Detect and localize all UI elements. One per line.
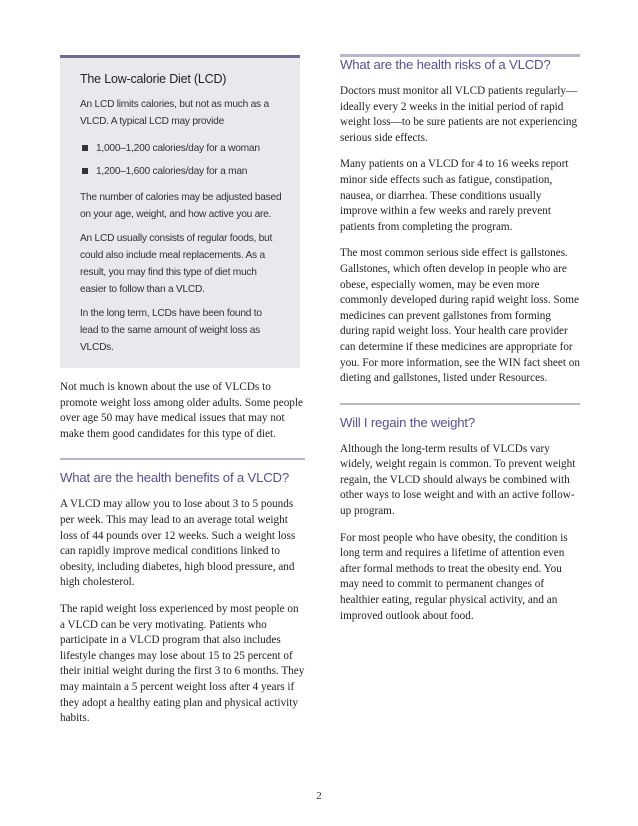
sidebar-bullet-item xyxy=(80,160,282,183)
risks-paragraph: Many patients on a VLCD for 4 to 16 weeks report minor side effects such as fatigue, constipation, nausea, or diarrhea. These conditions usually improve within a few weeks and rarely prevent patients from completing the program. xyxy=(340,158,569,233)
sidebar-title: The Low-calorie Diet (LCD) xyxy=(80,72,227,86)
risks-paragraph: Doctors must monitor all VLCD patients regularly—ideally every 2 weeks in the initial period of rapid weight loss—to be sure patients are not experiencing serious side effects. xyxy=(340,85,578,144)
section-divider xyxy=(60,458,305,460)
sidebar-box-lcd xyxy=(60,55,300,368)
sidebar-paragraph: An LCD usually consists of regular foods, but could also include meal replacements. As a result, you may find this type of diet much easier to follow than a VLCD. xyxy=(80,233,273,295)
benefits-paragraph: The rapid weight loss experienced by most people on a VLCD can be very motivating. Patients who participate in a VLCD program that also includes lifestyle changes may lose about 15 to 25 percent of their initial weight during the first 3 to 6 months. They may maintain a 5 percent weight loss after 4 years if they adopt a healthy eating plan and physical activity habits. xyxy=(60,602,305,725)
sidebar-bullet-item xyxy=(80,137,282,160)
sidebar-intro: An LCD limits calories, but not as much as a VLCD. A typical LCD may provide xyxy=(80,99,269,127)
sidebar-bullet-list xyxy=(80,137,282,183)
page-number: 2 xyxy=(316,790,322,802)
sidebar-paragraph: In the long term, LCDs have been found to lead to the same amount of weight loss as VLCDs. xyxy=(80,308,262,353)
section-divider xyxy=(340,403,580,405)
sidebar-paragraph: The number of calories may be adjusted based on your age, weight, and how active you are. xyxy=(80,192,282,220)
regain-heading: Will I regain the weight? xyxy=(340,414,476,430)
right-column xyxy=(340,54,580,635)
risks-heading: What are the health risks of a VLCD? xyxy=(340,57,551,72)
regain-paragraph: For most people who have obesity, the condition is long term and requires a lifetime of attention even after formal methods to treat the obesity end. You may need to commit to permanent changes of healthier eating, regular physical activity, and an improved outlook about food. xyxy=(340,531,568,622)
square-bullet-icon xyxy=(82,168,88,174)
sidebar-bullet-text: 1,000–1,200 calories/day for a woman xyxy=(96,143,260,154)
square-bullet-icon xyxy=(82,145,88,151)
left-column xyxy=(60,380,305,738)
regain-paragraph: Although the long-term results of VLCDs vary widely, weight regain is common. To prevent weight regain, the VLCD should always be combined with other ways to lose weight and with an active follow-up program. xyxy=(340,442,576,518)
benefits-heading: What are the health benefits of a VLCD? xyxy=(60,470,289,486)
benefits-paragraph: A VLCD may allow you to lose about 3 to 5 pounds per week. This may lead to an average total weight loss of 44 pounds over 12 weeks. Such a weight loss can rapidly improve medical conditions linked to obesity, including diabetes, high blood pressure, and high cholesterol. xyxy=(60,498,296,589)
sidebar-bullet-text: 1,200–1,600 calories/day for a man xyxy=(96,166,248,177)
older-adults-paragraph: Not much is known about the use of VLCDs to promote weight loss among older adults. Some people over age 50 may have medical issues that may not make them good candidates for this type of diet. xyxy=(60,381,303,440)
risks-paragraph: The most common serious side effect is gallstones. Gallstones, which often develop in people who are obese, especially women, may be even more commonly developed during rapid weight loss. Some medicines can prevent gallstones from forming during rapid weight loss. Your health care provider can determine if these medicines are appropriate for you. For more information, see the WIN fact sheet on dieting and gallstones, listed under Resources. xyxy=(340,247,580,385)
